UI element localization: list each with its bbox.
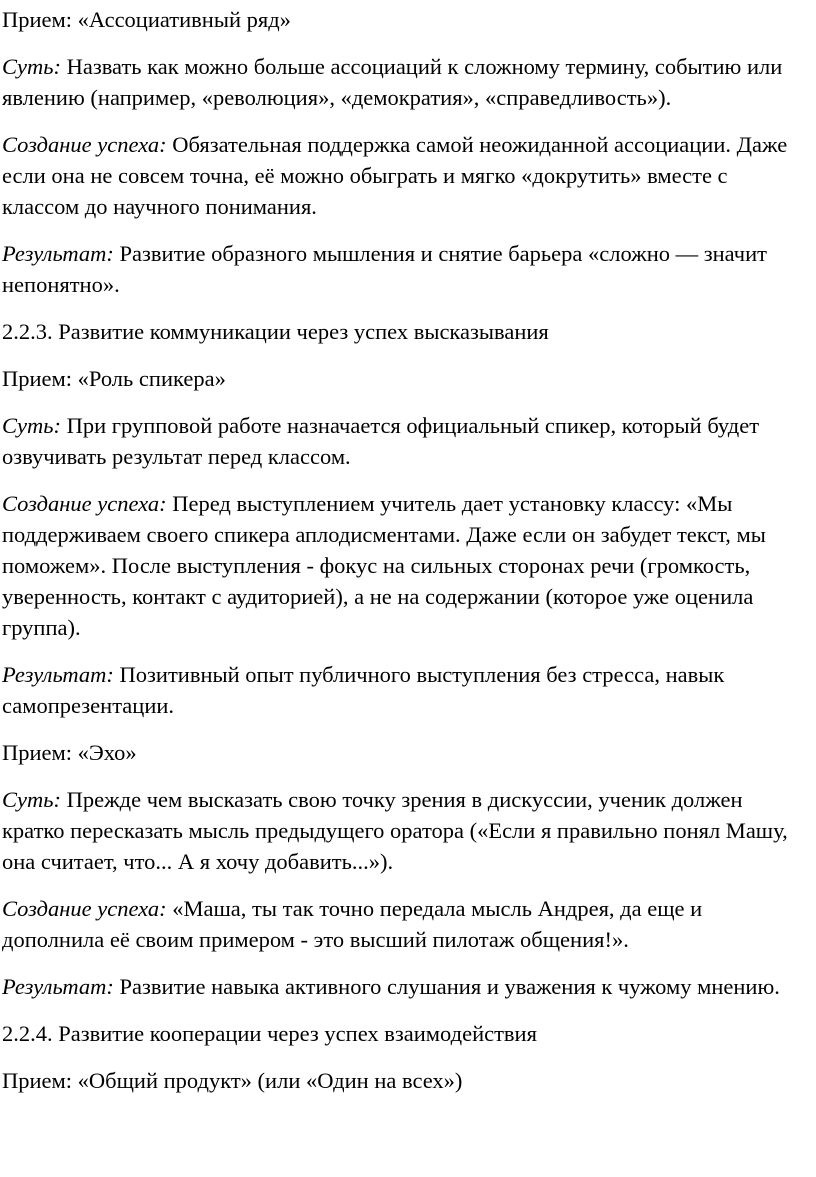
success-creation-label: Создание успеха: — [2, 491, 167, 516]
paragraph-text: Позитивный опыт публичного выступления без стресса, навык самопрезентации. — [2, 662, 725, 718]
paragraph-text: Прием: «Ассоциативный ряд» — [2, 7, 291, 32]
technique-heading-associative-row — [2, 4, 810, 35]
paragraph-text: Прием: «Роль спикера» — [2, 366, 226, 391]
success-creation-label: Создание успеха: — [2, 132, 167, 157]
paragraph-text: Обязательная поддержка самой неожиданной ассоциации. Даже если она не совсем точна, её можно обыграть и мягко «докрутить» вместе с классом до научного понимания. — [2, 132, 788, 219]
technique-heading-common-product — [2, 1065, 810, 1096]
success-creation-label: Создание успеха: — [2, 896, 167, 921]
result-paragraph — [2, 971, 810, 1002]
paragraph-text: Развитие образного мышления и снятие барьера «сложно — значит непонятно». — [2, 241, 767, 297]
success-creation-paragraph — [2, 488, 810, 643]
paragraph-text: Прием: «Общий продукт» (или «Один на всех») — [2, 1068, 463, 1093]
result-label: Результат: — [2, 662, 114, 687]
essence-label: Суть: — [2, 54, 61, 79]
success-creation-paragraph — [2, 129, 810, 222]
essence-label: Суть: — [2, 413, 61, 438]
technique-heading-echo — [2, 737, 810, 768]
essence-paragraph — [2, 51, 810, 113]
section-heading-2-2-3 — [2, 316, 810, 347]
result-paragraph — [2, 659, 810, 721]
paragraph-text: Прежде чем высказать свою точку зрения в дискуссии, ученик должен кратко пересказать мысль предыдущего оратора («Если я правильно понял Машу, она считает, что... А я хочу добавить...»). — [2, 787, 788, 874]
section-heading-2-2-4 — [2, 1018, 810, 1049]
essence-paragraph — [2, 410, 810, 472]
essence-paragraph — [2, 784, 810, 877]
paragraph-text: Прием: «Эхо» — [2, 740, 137, 765]
technique-heading-speaker-role — [2, 363, 810, 394]
paragraph-text: 2.2.4. Развитие кооперации через успех взаимодействия — [2, 1021, 537, 1046]
result-label: Результат: — [2, 974, 114, 999]
paragraph-text: Перед выступлением учитель дает установку классу: «Мы поддерживаем своего спикера аплодисментами. Даже если он забудет текст, мы поможем». После выступления - фокус на сильных сторонах речи (громкость, уверенность, контакт с аудиторией), а не на содержании (которое уже оценила группа). — [2, 491, 766, 640]
paragraph-text: 2.2.3. Развитие коммуникации через успех высказывания — [2, 319, 549, 344]
essence-label: Суть: — [2, 787, 61, 812]
paragraph-text: При групповой работе назначается официальный спикер, который будет озвучивать результат перед классом. — [2, 413, 760, 469]
paragraph-text: Развитие навыка активного слушания и уважения к чужому мнению. — [113, 974, 780, 999]
result-paragraph — [2, 238, 810, 300]
paragraph-text: «Маша, ты так точно передала мысль Андрея, да еще и дополнила её своим примером - это высший пилотаж общения!». — [2, 896, 703, 952]
result-label: Результат: — [2, 241, 114, 266]
paragraph-text: Назвать как можно больше ассоциаций к сложному термину, событию или явлению (например, «революция», «демократия», «справедливость»). — [2, 54, 783, 110]
success-creation-paragraph — [2, 893, 810, 955]
